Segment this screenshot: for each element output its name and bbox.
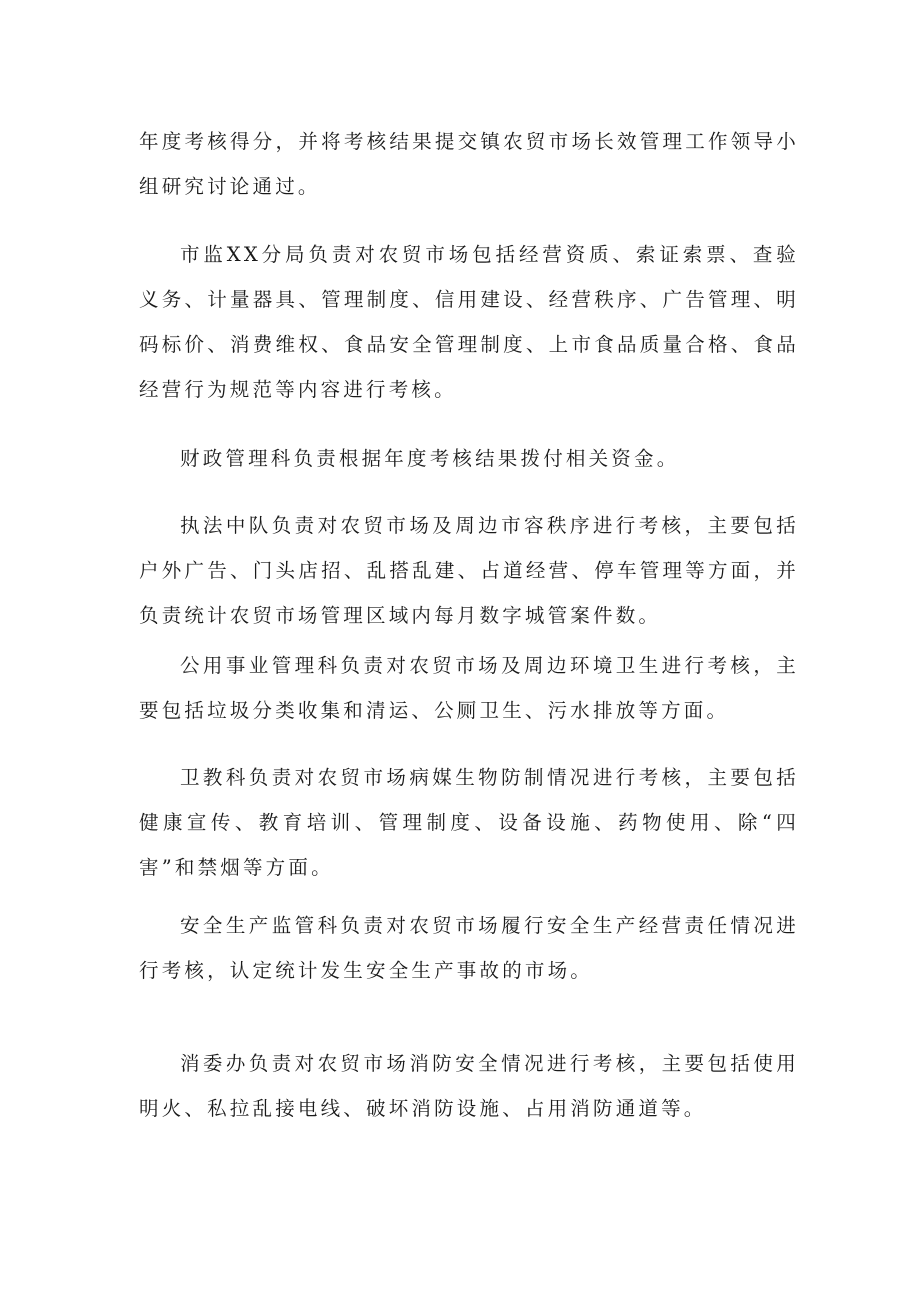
paragraph-health-education-section: 卫教科负责对农贸市场病媒生物防制情况进行考核，主要包括健康宣传、教育培训、管理制度、设备设施、药物使用、除“四害”和禁烟等方面。 — [139, 766, 799, 879]
paragraph-finance-section: 财政管理科负责根据年度考核结果拨付相关资金。 — [180, 447, 680, 470]
paragraph-assessment-conclusion: 年度考核得分，并将考核结果提交镇农贸市场长效管理工作领导小组研究讨论通过。 — [139, 130, 799, 198]
paragraph-work-safety-section: 安全生产监管科负责对农贸市场履行安全生产经营责任情况进行考核，认定统计发生安全生产事故的市场。 — [139, 914, 799, 982]
paragraph-fire-committee-office: 消委办负责对农贸市场消防安全情况进行考核，主要包括使用明火、私拉乱接电线、破坏消防设施、占用消防通道等。 — [139, 1052, 799, 1120]
paragraph-law-enforcement-team: 执法中队负责对农贸市场及周边市容秩序进行考核，主要包括户外广告、门头店招、乱搭乱建、占道经营、停车管理等方面，并负责统计农贸市场管理区域内每月数字城管案件数。 — [139, 514, 799, 627]
paragraph-public-utilities-section: 公用事业管理科负责对农贸市场及周边环境卫生进行考核，主要包括垃圾分类收集和清运、公厕卫生、污水排放等方面。 — [139, 654, 799, 722]
paragraph-market-supervision-bureau: 市监XX分局负责对农贸市场包括经营资质、索证索票、查验义务、计量器具、管理制度、信用建设、经营秩序、广告管理、明码标价、消费维权、食品安全管理制度、上市食品质量合格、食品经营行为规范等内容进行考核。 — [139, 243, 799, 401]
